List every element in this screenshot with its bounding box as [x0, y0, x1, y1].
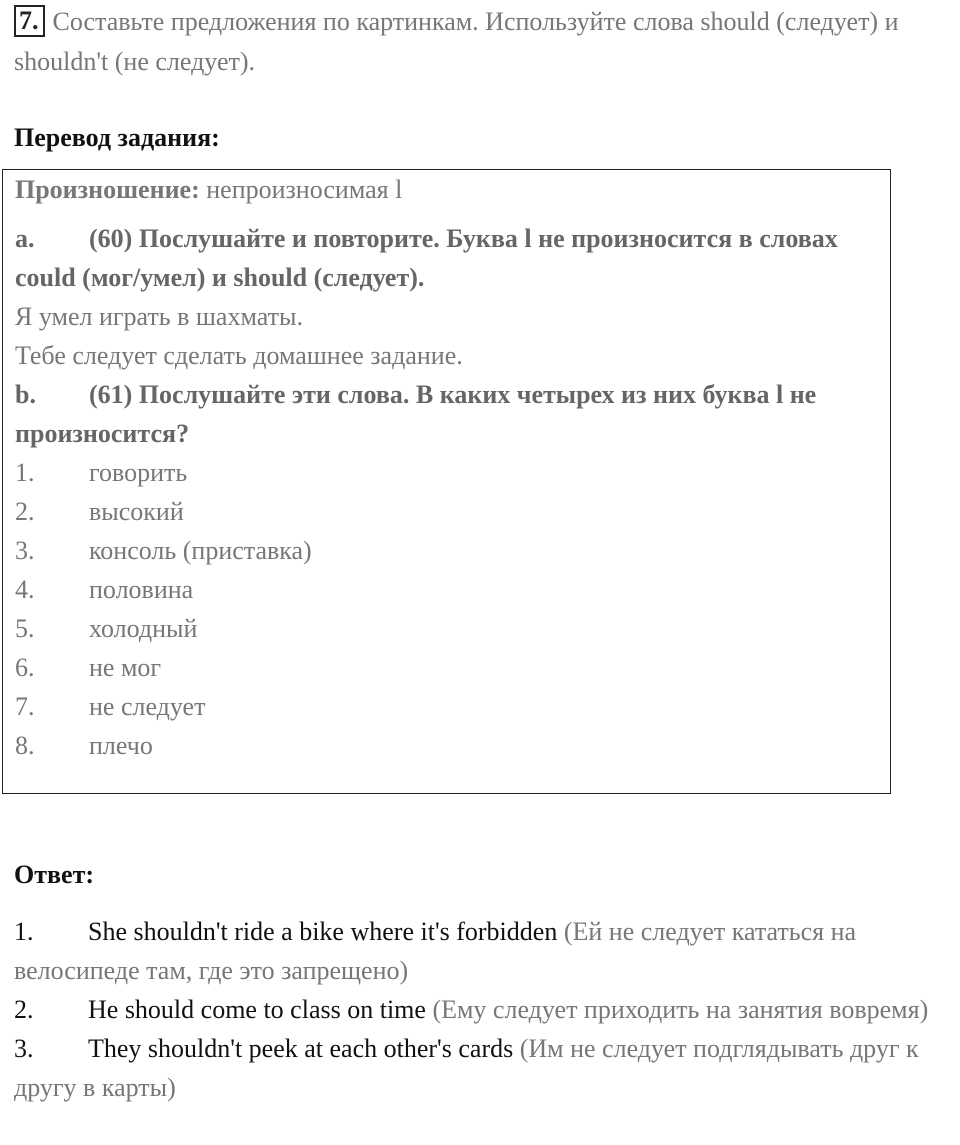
word-list-item: [15, 570, 885, 609]
part-b-marker: b.: [15, 380, 36, 409]
part-b-instruction-text: (61) Послушайте эти слова. В каких четырех из них буква l не произносится?: [15, 380, 817, 448]
word-number: 3.: [15, 536, 35, 565]
word-list-item: [15, 648, 885, 687]
answer-russian: (Ему следует приходить на занятия вовремя): [432, 995, 929, 1024]
word-text: не мог: [89, 653, 162, 682]
word-text: холодный: [89, 614, 198, 643]
word-list-item: [15, 531, 885, 570]
word-list-item: [15, 726, 885, 765]
task-text: Составьте предложения по картинкам. Используйте слова should (следует) и shouldn't (не следует).: [14, 7, 899, 76]
part-a-marker: a.: [15, 224, 35, 253]
word-number: 7.: [15, 692, 35, 721]
task-number: 7.: [14, 5, 45, 37]
pronunciation-line: [15, 170, 885, 209]
pronunciation-value: непроизносимая l: [206, 175, 403, 204]
pronunciation-label: Произношение:: [15, 175, 200, 204]
word-number: 8.: [15, 731, 35, 760]
word-number: 1.: [15, 458, 35, 487]
word-list-item: [15, 453, 885, 492]
translation-box: [2, 169, 891, 794]
part-a-sentence: Тебе следует сделать домашнее задание.: [15, 341, 463, 370]
word-text: плечо: [89, 731, 153, 760]
part-a-instruction-text: (60) Послушайте и повторите. Буква l не произносится в словах could (мог/умел) и should (следует).: [15, 224, 838, 292]
part-b-instruction: [15, 375, 885, 453]
answer-item: [14, 1029, 960, 1107]
answer-item: [14, 990, 960, 1029]
answer-item: [14, 912, 960, 990]
word-text: половина: [89, 575, 194, 604]
word-list-item: [15, 609, 885, 648]
word-list-item: [15, 492, 885, 531]
answer-russian: (Им не следует подглядывать друг к другу в карты): [14, 1034, 919, 1102]
part-a-instruction: [15, 219, 885, 297]
answer-number: 3.: [14, 1034, 34, 1063]
answer-english: She shouldn't ride a bike where it's forbidden: [88, 917, 558, 946]
word-number: 5.: [15, 614, 35, 643]
answer-russian: (Ей не следует кататься на велосипеде там, где это запрещено): [14, 917, 857, 985]
translation-heading: Перевод задания:: [14, 123, 220, 152]
answer-heading: Ответ:: [14, 860, 95, 889]
word-text: консоль (приставка): [89, 536, 312, 565]
word-text: высокий: [89, 497, 184, 526]
word-number: 2.: [15, 497, 35, 526]
word-number: 4.: [15, 575, 35, 604]
part-a-sentence: Я умел играть в шахматы.: [15, 302, 303, 331]
word-number: 6.: [15, 653, 35, 682]
answer-number: 1.: [14, 917, 34, 946]
answer-list: [14, 912, 960, 1107]
word-text: не следует: [89, 692, 206, 721]
word-text: говорить: [89, 458, 188, 487]
answer-english: They shouldn't peek at each other's cards: [88, 1034, 514, 1063]
answer-english: He should come to class on time: [88, 995, 426, 1024]
answer-number: 2.: [14, 995, 34, 1024]
word-list-item: [15, 687, 885, 726]
task-statement: [14, 2, 944, 82]
